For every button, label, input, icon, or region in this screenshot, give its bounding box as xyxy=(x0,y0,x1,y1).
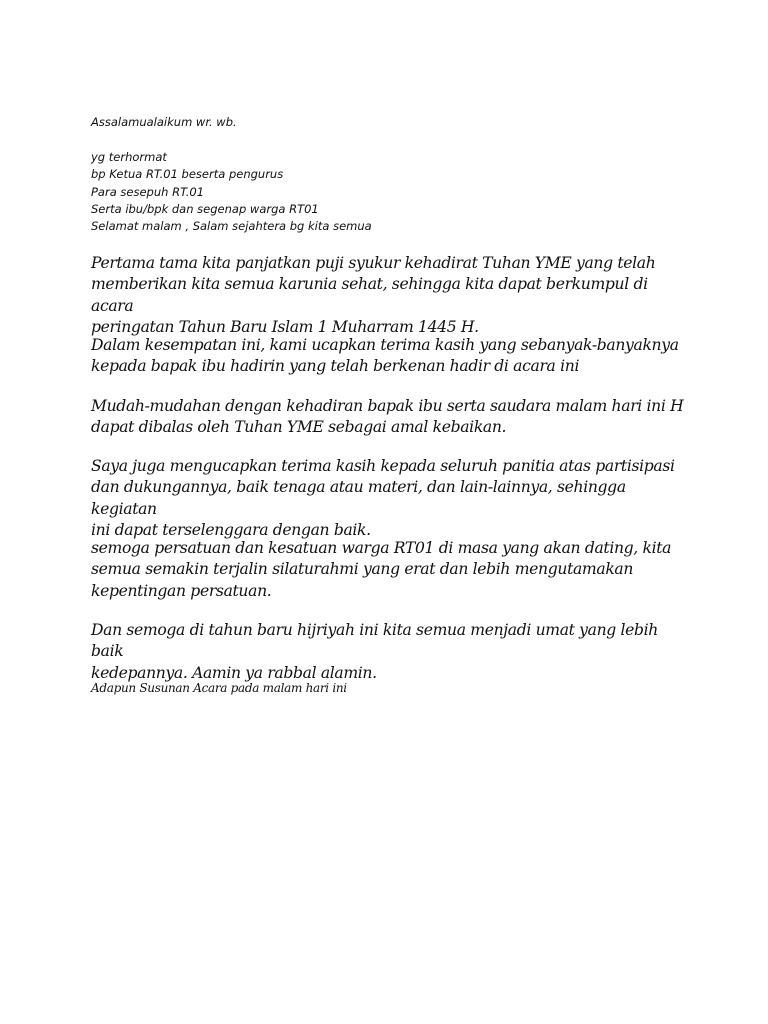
paragraph-thanks-committee: Saya juga mengucapkan terima kasih kepada seluruh panitia atas partisipasi dan dukungannya, baik tenaga atau materi, dan lain-lainnya, sehingga kegiatan ini dapat terselenggara dengan baik. xyxy=(91,457,675,539)
paragraph-gratitude-god: Pertama tama kita panjatkan puji syukur kehadirat Tuhan YME yang telah memberikan kita semua karunia sehat, sehingga kita dapat berkumpul di acara peringatan Tahun Baru Islam 1 Muharram 1445 H. xyxy=(91,254,656,336)
greeting-line: bp Ketua RT.01 beserta pengurus xyxy=(91,167,284,182)
greeting-line: Para sesepuh RT.01 xyxy=(91,184,205,199)
salutation: Assalamualaikum wr. wb. xyxy=(91,115,237,129)
greeting-line: Serta ibu/bpk dan segenap warga RT01 xyxy=(91,201,319,216)
greeting-block xyxy=(91,149,691,235)
greeting-line: Selamat malam , Salam sejahtera bg kita semua xyxy=(91,219,372,234)
paragraph-thanks-attendees: Dalam kesempatan ini, kami ucapkan terima kasih yang sebanyak-banyaknya kepada bapak ibu hadirin yang telah berkenan hadir di acara ini xyxy=(91,336,679,376)
paragraph-unity-hope: semoga persatuan dan kesatuan warga RT01 di masa yang akan dating, kita semua semakin terjalin silaturahmi yang erat dan lebih mengutamakan kepentingan persatuan. xyxy=(91,539,672,600)
greeting-line: yg terhormat xyxy=(91,150,167,164)
closing-line: Adapun Susunan Acara pada malam hari ini xyxy=(91,681,347,695)
paragraph-blessing: Mudah-mudahan dengan kehadiran bapak ibu serta saudara malam hari ini H dapat dibalas oleh Tuhan YME sebagai amal kebaikan. xyxy=(91,397,684,437)
paragraph-new-year-prayer: Dan semoga di tahun baru hijriyah ini kita semua menjadi umat yang lebih baik kedepannya. Aamin ya rabbal alamin. xyxy=(91,621,658,682)
